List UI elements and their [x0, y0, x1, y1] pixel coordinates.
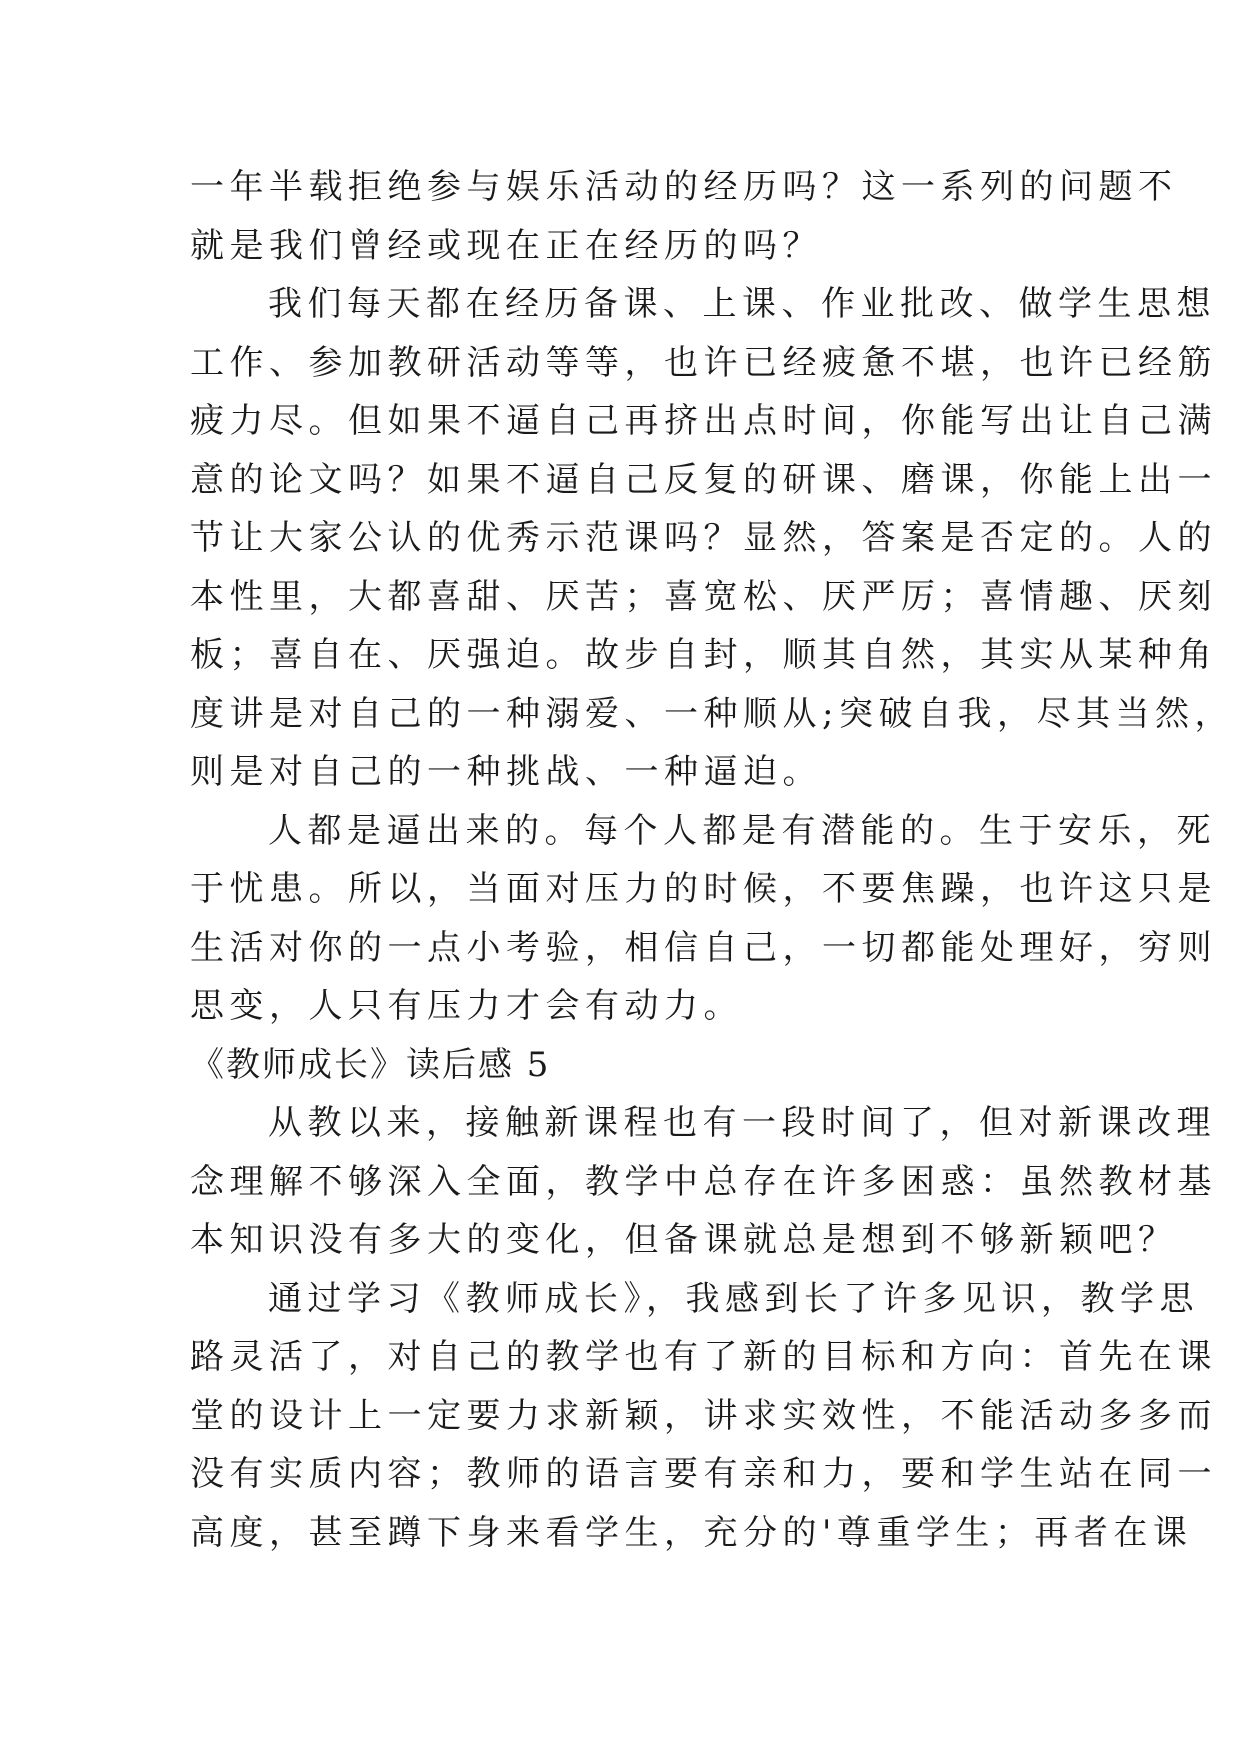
text-line: 没有实质内容；教师的语言要有亲和力，要和学生站在同一 — [190, 1454, 1217, 1494]
text-line: 工作、参加教研活动等等，也许已经疲惫不堪，也许已经筋 — [190, 342, 1217, 383]
section-heading: 《教师成长》读后感 5 — [190, 1044, 551, 1085]
paragraph-start-line: 人都是逼出来的。每个人都是有潜能的。生于安乐，死 — [268, 810, 1216, 851]
text-line: 高度，甚至蹲下身来看学生，充分的'尊重学生；再者在课 — [190, 1512, 1193, 1553]
text-line: 一年半载拒绝参与娱乐活动的经历吗？这一系列的问题不 — [190, 167, 1178, 207]
text-line: 就是我们曾经或现在正在经历的吗？ — [190, 225, 822, 266]
text-line: 念理解不够深入全面，教学中总存在许多困惑：虽然教材基 — [190, 1161, 1217, 1202]
paragraph-start-line: 从教以来，接触新课程也有一段时间了，但对新课改理 — [268, 1103, 1216, 1143]
text-line: 生活对你的一点小考验，相信自己，一切都能处理好，穷则 — [190, 927, 1217, 968]
text-line: 路灵活了，对自己的教学也有了新的目标和方向：首先在课 — [190, 1337, 1217, 1377]
text-line: 于忧患。所以，当面对压力的时候，不要焦躁，也许这只是 — [190, 869, 1217, 909]
paragraph-start-line: 我们每天都在经历备课、上课、作业批改、做学生思想 — [268, 284, 1216, 324]
text-line: 疲力尽。但如果不逼自己再挤出点时间，你能写出让自己满 — [190, 401, 1217, 441]
text-line: 意的论文吗？如果不逼自己反复的研课、磨课，你能上出一 — [190, 459, 1217, 500]
text-line: 堂的设计上一定要力求新颖，讲求实效性，不能活动多多而 — [190, 1395, 1217, 1436]
text-line: 思变，人只有压力才会有动力。 — [190, 986, 743, 1026]
text-line: 则是对自己的一种挑战、一种逼迫。 — [190, 752, 822, 792]
paragraph-start-line: 通过学习《教师成长》，我感到长了许多见识，教学思 — [268, 1278, 1199, 1319]
text-line: 本知识没有多大的变化，但备课就总是想到不够新颖吧？ — [190, 1220, 1178, 1260]
text-line: 节让大家公认的优秀示范课吗？显然，答案是否定的。人的 — [190, 518, 1217, 558]
text-line: 度讲是对自己的一种溺爱、一种顺从;突破自我，尽其当然， — [190, 693, 1234, 734]
document-body — [190, 158, 1234, 1562]
text-line: 板；喜自在、厌强迫。故步自封，顺其自然，其实从某种角 — [190, 635, 1217, 675]
text-line: 本性里，大都喜甜、厌苦；喜宽松、厌严厉；喜情趣、厌刻 — [190, 576, 1217, 617]
